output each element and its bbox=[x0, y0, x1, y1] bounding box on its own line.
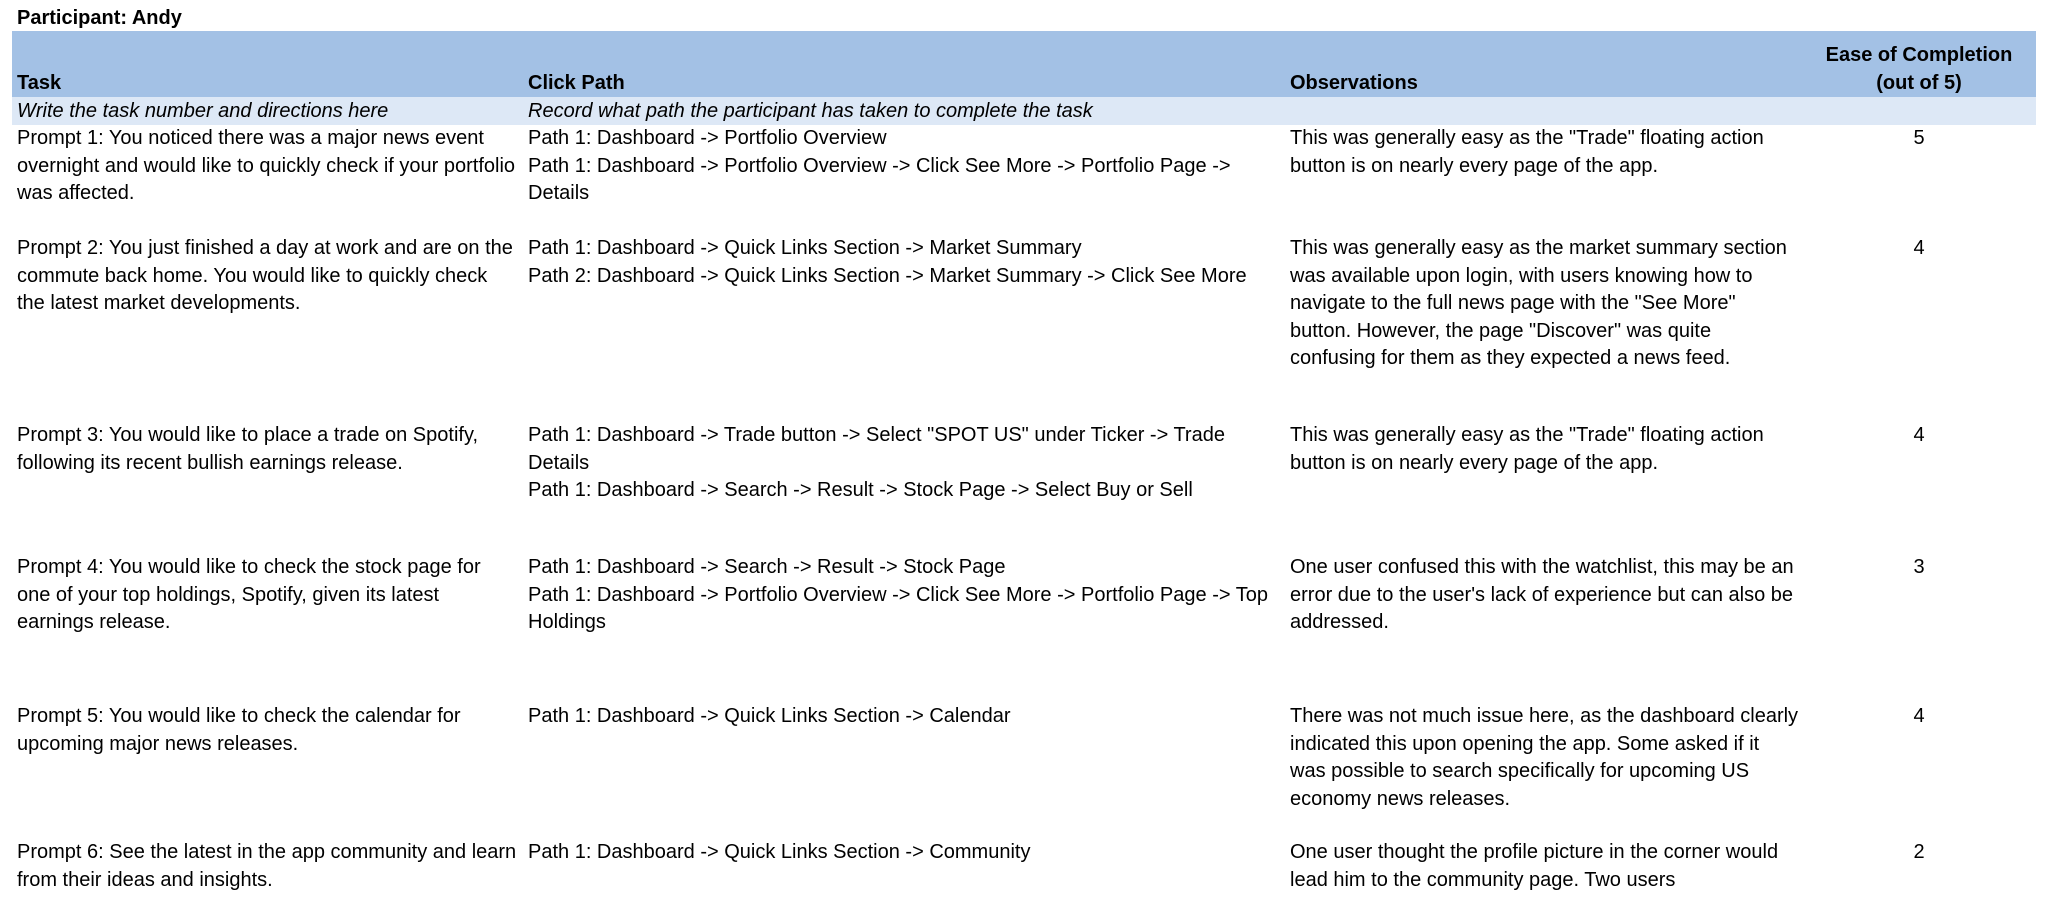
observation-cell: This was generally easy as the market summary section was available upon login, with users knowing how to navigate to the full news page with the "See More" button. However, the page "Discover" was quite confusing for them as they expected a news feed. bbox=[1290, 237, 1787, 369]
path-line: Path 1: Dashboard -> Quick Links Section -> Calendar bbox=[528, 705, 1011, 727]
observation-cell: One user confused this with the watchlist, this may be an error due to the user's lack of experience but can also be addressed. bbox=[1290, 556, 1794, 633]
task-cell: Prompt 6: See the latest in the app community and learn from their ideas and insights. bbox=[17, 841, 517, 891]
task-cell: Prompt 5: You would like to check the calendar for upcoming major news releases. bbox=[17, 705, 461, 755]
header-ease-line1: Ease of Completion bbox=[1825, 44, 2013, 66]
click-path-cell bbox=[528, 554, 1288, 637]
path-line: Path 1: Dashboard -> Quick Links Section -> Community bbox=[528, 841, 1031, 863]
task-cell: Prompt 4: You would like to check the stock page for one of your top holdings, Spotify, given its latest earnings release. bbox=[17, 556, 481, 633]
observation-cell: This was generally easy as the "Trade" floating action button is on nearly every page of the app. bbox=[1290, 127, 1764, 177]
task-cell: Prompt 3: You would like to place a trade on Spotify, following its recent bullish earnings release. bbox=[17, 424, 479, 474]
click-path-cell bbox=[528, 422, 1288, 505]
click-path-cell bbox=[528, 235, 1288, 290]
table-subheader bbox=[12, 97, 2036, 125]
table-header bbox=[12, 31, 2036, 97]
click-path-cell bbox=[528, 839, 1288, 867]
path-line: Path 1: Dashboard -> Quick Links Section -> Market Summary bbox=[528, 237, 1082, 259]
ease-cell: 4 bbox=[1913, 424, 1925, 446]
ease-cell: 4 bbox=[1913, 237, 1925, 259]
task-cell: Prompt 2: You just finished a day at work and are on the commute back home. You would like to quickly check the latest market developments. bbox=[17, 237, 513, 314]
ease-cell: 2 bbox=[1913, 841, 1925, 863]
path-line: Path 1: Dashboard -> Portfolio Overview -> Click See More -> Portfolio Page -> Top Holdings bbox=[528, 583, 1268, 633]
ease-cell: 5 bbox=[1913, 127, 1925, 149]
header-ease-line2: (out of 5) bbox=[1876, 71, 1962, 94]
subheader-click-path: Record what path the participant has taken to complete the task bbox=[528, 100, 1093, 122]
path-line: Path 1: Dashboard -> Trade button -> Select "SPOT US" under Ticker -> Trade Details bbox=[528, 424, 1225, 474]
ease-cell: 4 bbox=[1913, 705, 1925, 727]
path-line: Path 2: Dashboard -> Quick Links Section -> Market Summary -> Click See More bbox=[528, 264, 1247, 287]
header-click-path: Click Path bbox=[528, 71, 625, 94]
header-observations: Observations bbox=[1290, 71, 1418, 94]
click-path-cell bbox=[528, 125, 1288, 208]
header-task: Task bbox=[17, 71, 62, 94]
path-line: Path 1: Dashboard -> Search -> Result -> Stock Page bbox=[528, 556, 1006, 578]
header-ease bbox=[1810, 42, 2028, 97]
ease-cell: 3 bbox=[1913, 556, 1925, 578]
observation-cell: There was not much issue here, as the dashboard clearly indicated this upon opening the app. Some asked if it was possible to search specifically for upcoming US economy news releases. bbox=[1290, 705, 1799, 810]
task-cell: Prompt 1: You noticed there was a major news event overnight and would like to quickly check if your portfolio was affected. bbox=[17, 127, 516, 204]
subheader-task: Write the task number and directions here bbox=[17, 100, 389, 122]
observation-cell: This was generally easy as the "Trade" floating action button is on nearly every page of the app. bbox=[1290, 424, 1764, 474]
participant-label: Participant: Andy bbox=[17, 7, 182, 29]
click-path-cell bbox=[528, 703, 1288, 731]
path-line: Path 1: Dashboard -> Portfolio Overview -> Click See More -> Portfolio Page -> Details bbox=[528, 154, 1231, 204]
path-line: Path 1: Dashboard -> Search -> Result -> Stock Page -> Select Buy or Sell bbox=[528, 479, 1193, 501]
observation-cell: One user thought the profile picture in the corner would lead him to the community page. Two users bbox=[1290, 841, 1779, 891]
path-line: Path 1: Dashboard -> Portfolio Overview bbox=[528, 127, 887, 149]
